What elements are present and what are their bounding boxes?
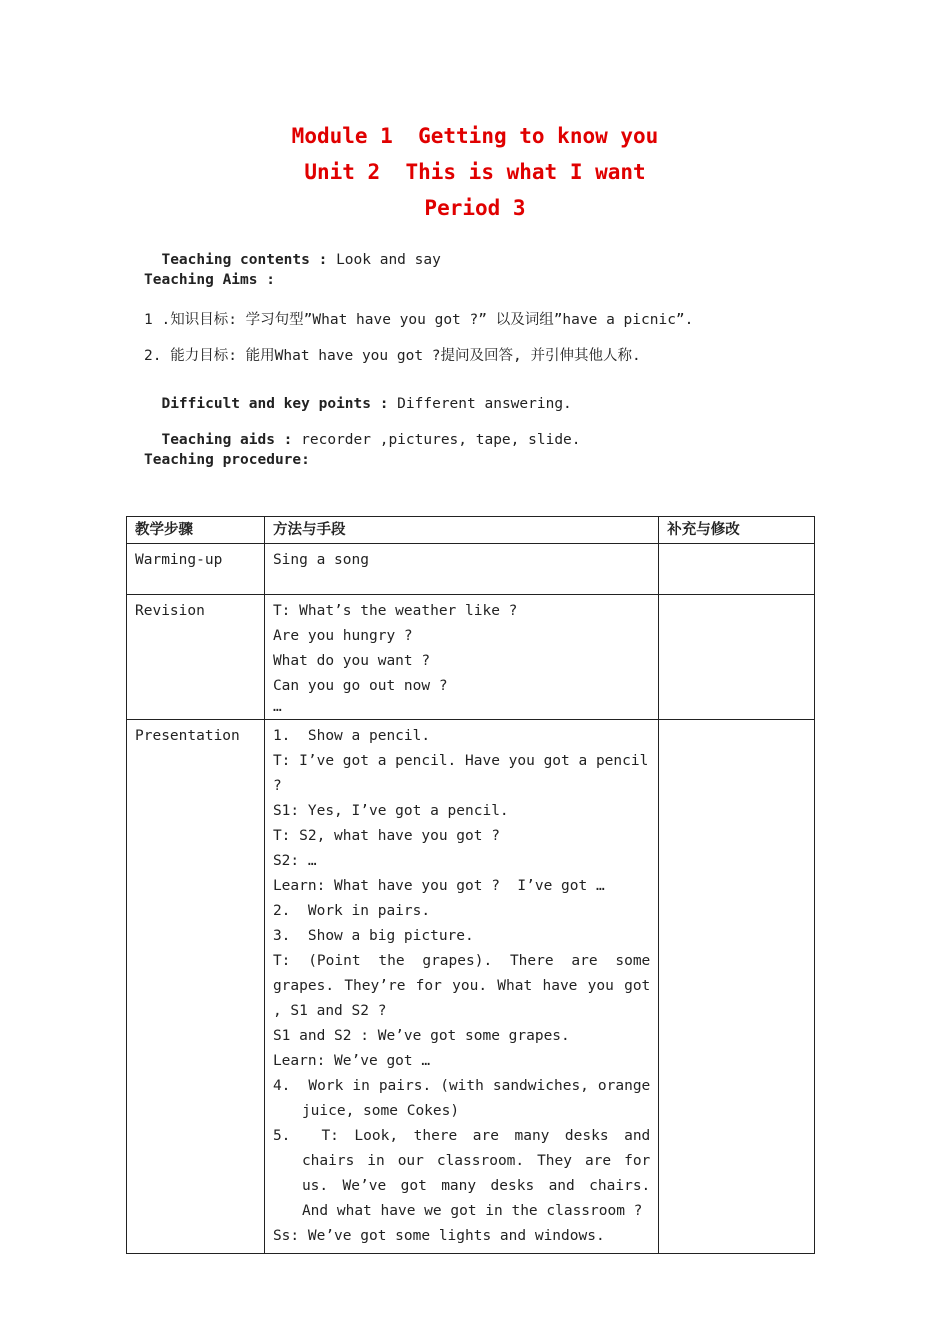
method-line: Learn: We’ve got … [272,1053,431,1069]
method-line: … [272,699,282,715]
header-method: 方法与手段 [264,517,658,544]
header-notes: 补充与修改 [659,517,815,544]
difficult-points [144,380,572,412]
table-row [127,720,815,1254]
module-title: Module 1 Getting to know you [291,124,659,148]
method-line: 5. T: Look, there are many desks and chairs in our classroom. They are for us. We’ve got many desks and chairs. And what have we got in the classroom ? [272,1128,660,1219]
teaching-aids [144,416,581,448]
method-line: S1 and S2 : We’ve got some grapes. [272,1028,570,1044]
notes-cell [659,720,815,1254]
period-title: Period 3 [424,196,526,220]
teaching-aids-label: Teaching aids : [161,432,293,448]
method-line: Ss: We’ve got some lights and windows. [272,1228,605,1244]
header-step: 教学步骤 [127,517,265,544]
method-line: 1. Show a pencil. [272,728,431,744]
method-line: 3. Show a big picture. [272,928,474,944]
method-line: Sing a song [272,552,369,568]
table-row [127,595,815,720]
method-line: 4. Work in pairs. (with sandwiches, orange juice, some Cokes) [272,1078,660,1119]
method-line: 2. Work in pairs. [272,903,431,919]
method-cell [264,720,658,1254]
method-line: T: What’s the weather like ? [272,603,518,619]
method-line: S1: Yes, I’ve got a pencil. [272,803,509,819]
method-line: T: S2, what have you got ? [272,828,500,844]
notes-cell [659,544,815,595]
step-cell: Revision [127,595,265,720]
teaching-procedure-label: Teaching procedure: [144,452,310,468]
method-line: S2: … [272,853,317,869]
step-cell: Presentation [127,720,265,1254]
method-line: What do you want ? [272,653,431,669]
teaching-aids-value: recorder ,pictures, tape, slide. [292,432,581,448]
table-row [127,544,815,595]
unit-title: Unit 2 This is what I want [304,160,646,184]
teaching-contents-label: Teaching contents : [161,252,328,268]
teaching-aims-label: Teaching Aims : [144,272,275,288]
method-line: T: (Point the grapes). There are some grapes. They’re for you. What have you got , S1 and S2 ? [272,953,660,1019]
method-line: T: I’ve got a pencil. Have you got a pencil ? [272,753,658,794]
method-cell [264,544,658,595]
teaching-contents-value: Look and say [327,252,441,268]
difficult-points-label: Difficult and key points : [161,396,389,412]
method-line: Can you go out now ? [272,678,448,694]
notes-cell [659,595,815,720]
method-cell [264,595,658,720]
difficult-points-value: Different answering. [388,396,572,412]
procedure-table [126,516,815,1254]
method-line: Are you hungry ? [272,628,413,644]
method-line: Learn: What have you got ? I’ve got … [272,878,605,894]
aim-2: 2. 能力目标: 能用What have you got ?提问及回答, 并引伸其他人称. [144,348,641,364]
teaching-contents [144,236,441,268]
table-header-row [127,517,815,544]
step-cell: Warming-up [127,544,265,595]
aim-1: 1 .知识目标: 学习句型”What have you got ?” 以及词组”have a picnic”. [144,312,694,328]
